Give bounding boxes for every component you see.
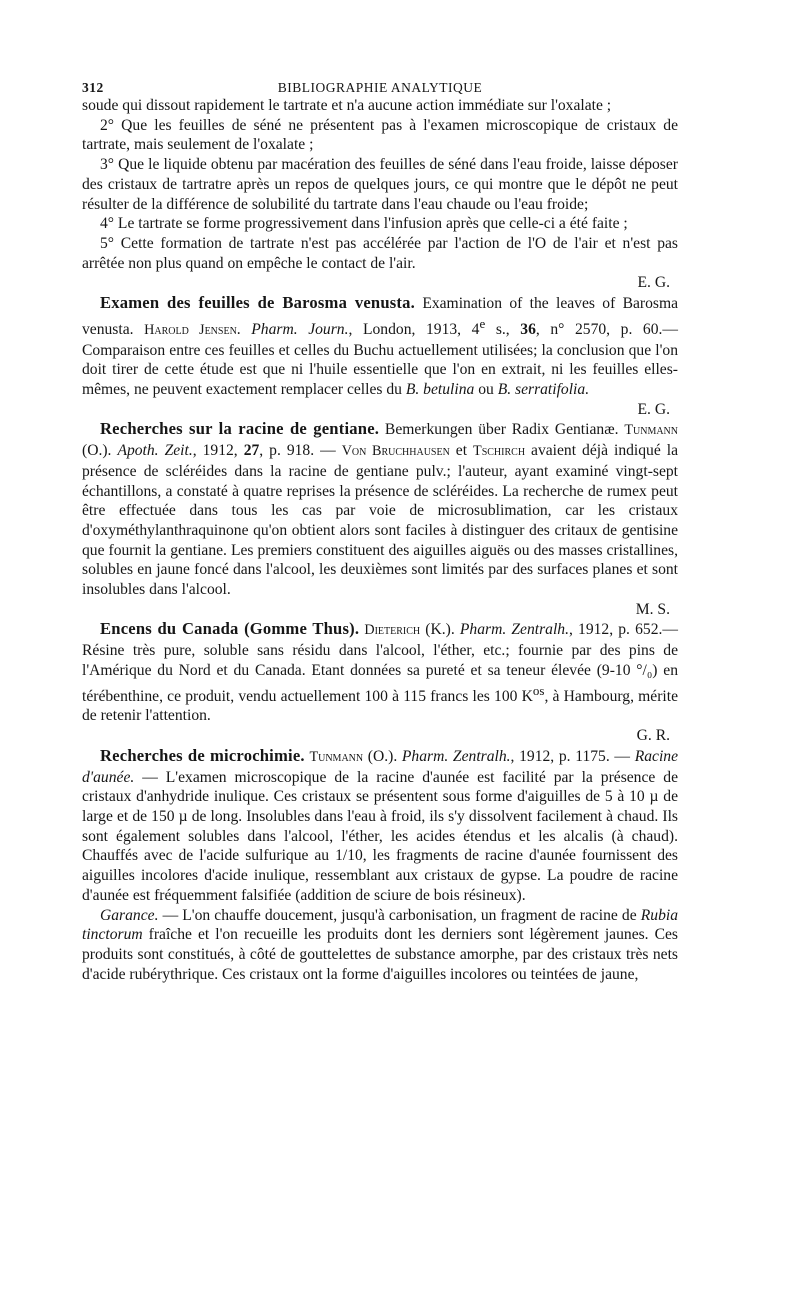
signature: M. S. [635,600,670,618]
abstract-paragraph: Encens du Canada (Gomme Thus). Dieterich (K.). Pharm. Zentralh., 1912, p. 652.— Résine très pure, soluble sans résidu dans l'alcool, l'éther, etc.; fournie par des pins de l'Amérique du Nord et du Canada. Etant données sa pureté et sa teneur élevée (9-10 °/₀) en térébenthine, ce produit, vendu actuellement 100 à 115 francs les 100 $K^{os}$, à Hambourg, mérite de retenir l'attention. [82,619,679,725]
page-header [82,72,678,96]
section-senna-continuation [82,96,678,293]
paragraph: 3° Que le liquide obtenu par macération des feuilles de séné dans l'eau froide, laisse déposer des cristaux de tartratre après un repos de quelques jours, ce qui montre que le dépôt ne peut résulter de la différence de solubilité du tartrate dans l'eau chaude ou l'eau froide; [82,156,678,213]
section-heading: Examen des feuilles de Barosma venusta. [100,293,415,313]
page-number: 312 [82,80,104,95]
author-name: Dieterich [364,622,421,639]
volume-number: 27 [243,442,260,460]
journal-title: Apoth. Zeit. [117,442,193,460]
section-microchimie [82,746,678,984]
author-name: Tunmann [309,748,364,765]
author-name: Tschirch [473,443,526,460]
abstract-paragraph: Examen des feuilles de Barosma venusta. Examination of the leaves of Barosma venusta. Harold Jensen. Pharm. Journ., London, 1913, 4e s., 36, n° 2570, p. 60.— Comparaison entre ces feuilles et celles du Buchu actuellement utilisées; la conclusion que l'on doit tirer de cette étude est que ni l'huile essentielle que l'on en extrait, ni les feuilles elles-mêmes, ne peuvent exactement remplacer celles du B. betulina ou B. serratifolia. [82,293,679,399]
species-name: Rubia tinctorum [82,906,678,944]
volume-number: 36 [520,320,536,338]
paragraph: soude qui dissout rapidement le tartrate et n'a aucune action immédiate sur l'oxalate ; [82,97,612,114]
journal-title: Pharm. Zentralh. [459,621,569,639]
document-page [82,72,678,984]
running-title: BIBLIOGRAPHIE ANALYTIQUE [277,80,483,95]
species-name: B. serratifolia. [497,381,590,399]
paragraph: 4° Le tartrate se forme progressivement dans l'infusion après que celle-ci a été faite ; [100,215,628,233]
paragraph: 2° Que les feuilles de séné ne présentent pas à l'examen microscopique de cristaux de tartrate, mais seulement de l'oxalate ; [82,116,678,154]
author-name: Von Bruchhausen [341,443,450,460]
journal-title: Pharm. Journ. [251,320,349,338]
signature: G. R. [636,727,670,745]
section-encens [82,619,678,745]
section-heading: Encens du Canada (Gomme Thus). [100,619,360,639]
author-name: Tunmann [624,422,678,439]
section-barosma [82,293,678,419]
subsection-title: Garance. [100,906,159,924]
paragraph: 5° Cette formation de tartrate n'est pas accélérée par l'action de l'O de l'air et n'est pas arrêtée non plus quand on empêche le contact de l'air. [82,234,678,272]
abstract-paragraph: Recherches de microchimie. Tunmann (O.). Pharm. Zentralh., 1912, p. 1175. — Racine d'aunée. — L'examen microscopique de la racine d'aunée est facilité par la présence de cristaux d'anhydride inulique. Ces cristaux se présentent sous forme d'aiguilles de 5 à 10 µ de large et de 150 µ de long. Insolubles dans l'eau à froid, ils s'y dissolvent facilement à chaud. Ils sont également solubles dans l'alcool, l'éther, les acides étendus et les alcalis (à chaud). Chauffés avec de l'acide sulfurique au 1/10, les fragments de racine d'aunée fournissent des aiguilles incolores d'acide inulique, ressemblant aux cristaux de gypse. La poudre de racine d'aunée est fréquemment falsifiée (addition de sciure de bois résineux). [82,745,678,904]
section-heading: Recherches de microchimie. [100,745,305,765]
species-name: B. betulina [405,381,475,399]
paragraph: Garance. — L'on chauffe doucement, jusqu'à carbonisation, un fragment de racine de Rubia tinctorum fraîche et l'on recueille les produits dont les derniers sont légèrement jaunes. Ces produits sont constitués, à côté de gouttelettes de substance amorphe, par des cristaux très nets d'acide rubérythrique. Ces cristaux ont la forme d'aiguilles incolores ou teintées de jaune, [82,906,678,983]
section-heading: Recherches sur la racine de gentiane. [100,419,380,439]
signature: E. G. [637,400,670,418]
subsection-title: Racine d'aunée. [82,747,678,786]
journal-title: Pharm. Zentralh. [401,747,511,765]
abstract-paragraph: Recherches sur la racine de gentiane. Bemerkungen über Radix Gentianæ. Tunmann (O.). Apoth. Zeit., 1912, 27, p. 918. — Von Bruchhausen et Tschirch avaient déjà indiqué la présence de scléréides dans la racine de gentiane pulv.; l'auteur, ayant examiné vingt-sept échantillons, a constaté à quatre reprises la présence de scléréides. La recherche de rumex peut être effectuée dans tous les cas par voie de microsublimation, car les cristaux d'oxyméthylanthraquinone qu'on obtient alors sont faciles à distinguer des critaux de gentisine que fournit la gentiane. Les premiers constituent des aiguilles aiguës ou des masses cristallines, solubles en jaune foncé dans l'alcool, les deuxièmes sont limités par des surfaces planes et sont insolubles dans l'alcool. [82,419,678,599]
section-gentiane [82,419,678,619]
author-name: Harold Jensen [144,321,237,338]
signature: E. G. [637,274,670,292]
